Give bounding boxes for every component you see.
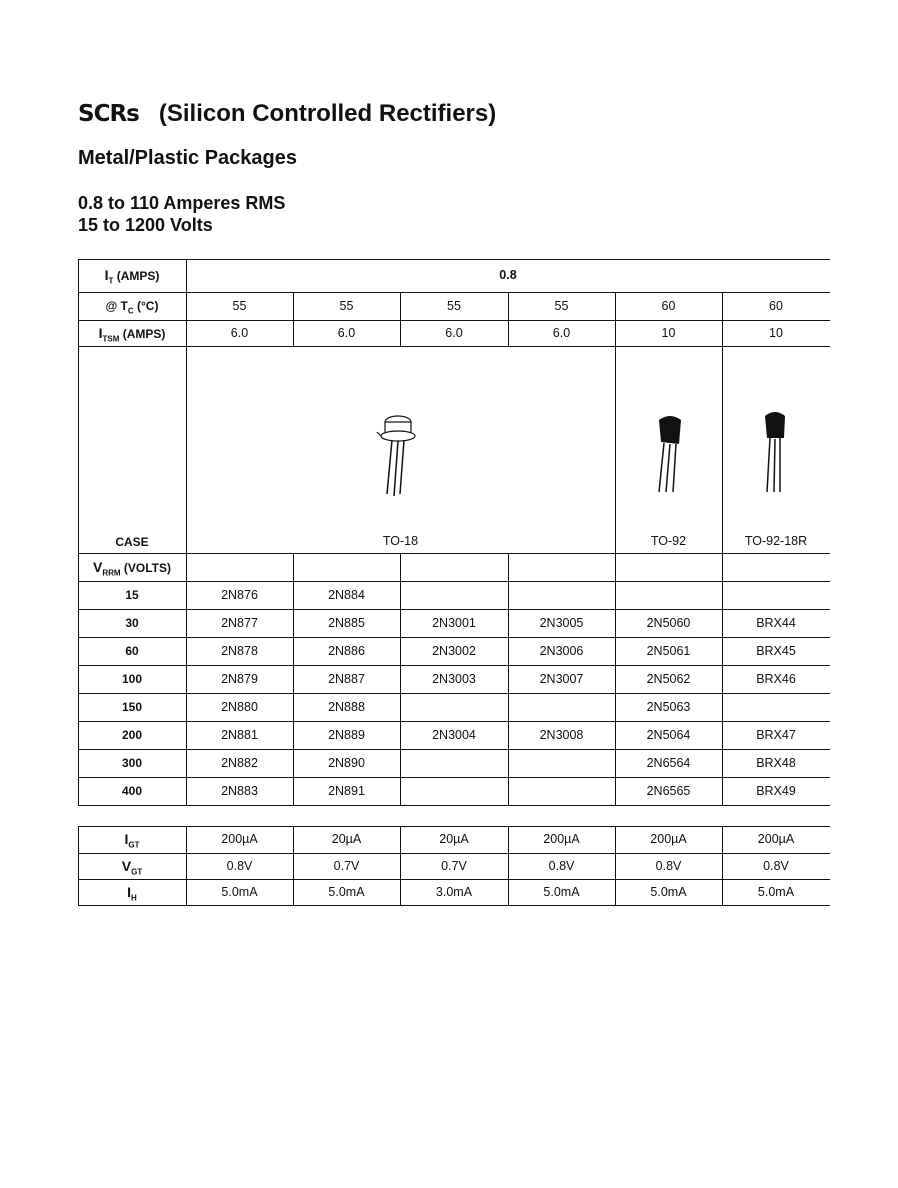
label-igt-main: I — [124, 831, 129, 847]
part-number: 2N5064 — [646, 728, 691, 742]
part-number: BRX46 — [756, 672, 796, 686]
igt-value: 20µA — [331, 832, 362, 846]
voltage-label: 200 — [121, 728, 143, 742]
label-ih — [78, 879, 186, 905]
voltage-label: 15 — [125, 588, 139, 602]
voltage-label: 400 — [121, 784, 143, 798]
igt-value: 200µA — [757, 832, 795, 846]
tc-value: 55 — [232, 299, 247, 313]
part-number: 2N877 — [221, 616, 258, 630]
title-text: (Silicon Controlled Rectifiers) — [158, 100, 497, 127]
page-title — [78, 100, 496, 128]
part-number: 2N3002 — [432, 644, 476, 658]
part-number: 2N6564 — [646, 756, 691, 770]
label-it — [78, 259, 186, 292]
igt-value: 200µA — [221, 832, 258, 846]
case-name: TO-92 — [650, 534, 687, 548]
part-number: 2N5060 — [646, 616, 691, 630]
vgt-value: 0.8V — [763, 859, 789, 873]
ih-value: 5.0mA — [543, 885, 580, 899]
part-number: 2N3001 — [432, 616, 476, 630]
part-number: 2N883 — [221, 784, 258, 798]
label-it-main: I — [104, 267, 109, 283]
igt-value: 20µA — [439, 832, 469, 846]
part-number: 2N5061 — [646, 644, 691, 658]
label-tc-unit: (°C) — [133, 299, 159, 313]
label-case: CASE — [115, 535, 149, 549]
label-vrrm-sub: RRM — [102, 568, 121, 578]
label-itsm-sub: TSM — [102, 334, 120, 344]
vgt-value: 0.7V — [333, 859, 360, 873]
brand-logo: SCRs — [78, 101, 139, 127]
case-name: TO-18 — [382, 534, 419, 548]
case-divider-rule — [722, 346, 723, 553]
label-tc-sub: C — [127, 306, 134, 316]
part-number: 2N880 — [221, 700, 258, 714]
voltage-range: 15 to 1200 Volts — [78, 215, 213, 235]
itsm-value: 6.0 — [337, 326, 356, 340]
part-number: 2N879 — [221, 672, 258, 686]
vgt-value: 0.8V — [226, 859, 253, 873]
label-it-unit: (AMPS) — [113, 269, 160, 283]
part-number: 2N882 — [221, 756, 258, 770]
part-number: 2N890 — [328, 756, 365, 770]
label-ih-main: I — [127, 884, 132, 900]
part-number: 2N3007 — [539, 672, 584, 686]
page-subtitle: Metal/Plastic Packages — [78, 147, 298, 169]
vgt-value: 0.7V — [441, 859, 467, 873]
tc-value: 60 — [769, 299, 783, 313]
tc-value: 55 — [339, 299, 354, 313]
part-number: 2N881 — [221, 728, 258, 742]
label-vrrm-unit: (VOLTS) — [120, 561, 171, 575]
label-igt — [78, 826, 186, 853]
to92-package-image — [652, 412, 688, 494]
it-value: 0.8 — [499, 268, 517, 282]
ih-value: 5.0mA — [650, 885, 687, 899]
part-number: BRX47 — [756, 728, 796, 742]
label-vrrm-main: V — [93, 559, 103, 575]
part-number: 2N3003 — [432, 672, 476, 686]
part-number: 2N5062 — [646, 672, 691, 686]
voltage-label: 150 — [121, 700, 143, 714]
igt-value: 200µA — [543, 832, 580, 846]
voltage-label: 300 — [121, 756, 143, 770]
voltage-label: 100 — [121, 672, 143, 686]
part-number: BRX45 — [756, 644, 796, 658]
itsm-value: 6.0 — [445, 326, 463, 340]
part-number: 2N3004 — [432, 728, 476, 742]
table2-bottom-rule — [78, 905, 830, 906]
label-itsm — [78, 320, 186, 346]
label-it-sub: T — [108, 276, 114, 286]
part-number: 2N6565 — [646, 784, 691, 798]
part-number: 2N884 — [328, 588, 365, 602]
part-number: 2N888 — [328, 700, 365, 714]
ih-value: 5.0mA — [757, 885, 795, 899]
label-igt-sub: GT — [128, 840, 140, 850]
part-number: 2N891 — [328, 784, 365, 798]
vgt-value: 0.8V — [655, 859, 682, 873]
ih-value: 5.0mA — [221, 885, 258, 899]
rule-voltage-row — [78, 805, 830, 806]
part-number: 2N878 — [221, 644, 258, 658]
label-tc-pre: @ T — [105, 299, 128, 313]
itsm-value: 6.0 — [552, 326, 571, 340]
part-number: 2N887 — [328, 672, 365, 686]
itsm-value: 10 — [661, 326, 676, 340]
itsm-value: 6.0 — [230, 326, 249, 340]
to18-package-image — [376, 412, 420, 498]
ih-value: 3.0mA — [435, 885, 473, 899]
part-number: 2N3006 — [539, 644, 584, 658]
case-divider-rule — [615, 346, 616, 553]
part-number: 2N5063 — [646, 700, 691, 714]
part-number: 2N885 — [328, 616, 365, 630]
igt-value: 200µA — [650, 832, 687, 846]
vgt-value: 0.8V — [548, 859, 575, 873]
ih-value: 5.0mA — [328, 885, 365, 899]
tc-value: 55 — [554, 299, 569, 313]
part-number: 2N3008 — [539, 728, 584, 742]
part-number: 2N3005 — [539, 616, 584, 630]
label-itsm-main: I — [98, 325, 103, 341]
label-vgt — [78, 853, 186, 879]
tc-value: 60 — [661, 299, 676, 313]
label-vgt-main: V — [121, 858, 132, 874]
part-number: 2N886 — [328, 644, 365, 658]
rule-case — [78, 553, 830, 554]
voltage-label: 30 — [125, 616, 139, 630]
rule-itsm — [78, 346, 830, 347]
label-vrrm — [78, 553, 186, 581]
itsm-value: 10 — [769, 326, 783, 340]
part-number: BRX49 — [756, 784, 796, 798]
part-number: 2N889 — [328, 728, 365, 742]
part-number: BRX48 — [756, 756, 796, 770]
tc-value: 55 — [447, 299, 461, 313]
part-number: BRX44 — [756, 616, 796, 630]
label-ih-sub: H — [131, 893, 137, 903]
label-tc — [78, 292, 186, 320]
part-number: 2N876 — [221, 588, 258, 602]
current-range: 0.8 to 110 Amperes RMS — [78, 193, 286, 213]
case-name: TO-92-18R — [744, 534, 808, 548]
to92-18r-package-image — [758, 408, 792, 494]
label-itsm-unit: (AMPS) — [119, 327, 166, 341]
label-vgt-sub: GT — [131, 867, 143, 877]
voltage-label: 60 — [125, 644, 139, 658]
